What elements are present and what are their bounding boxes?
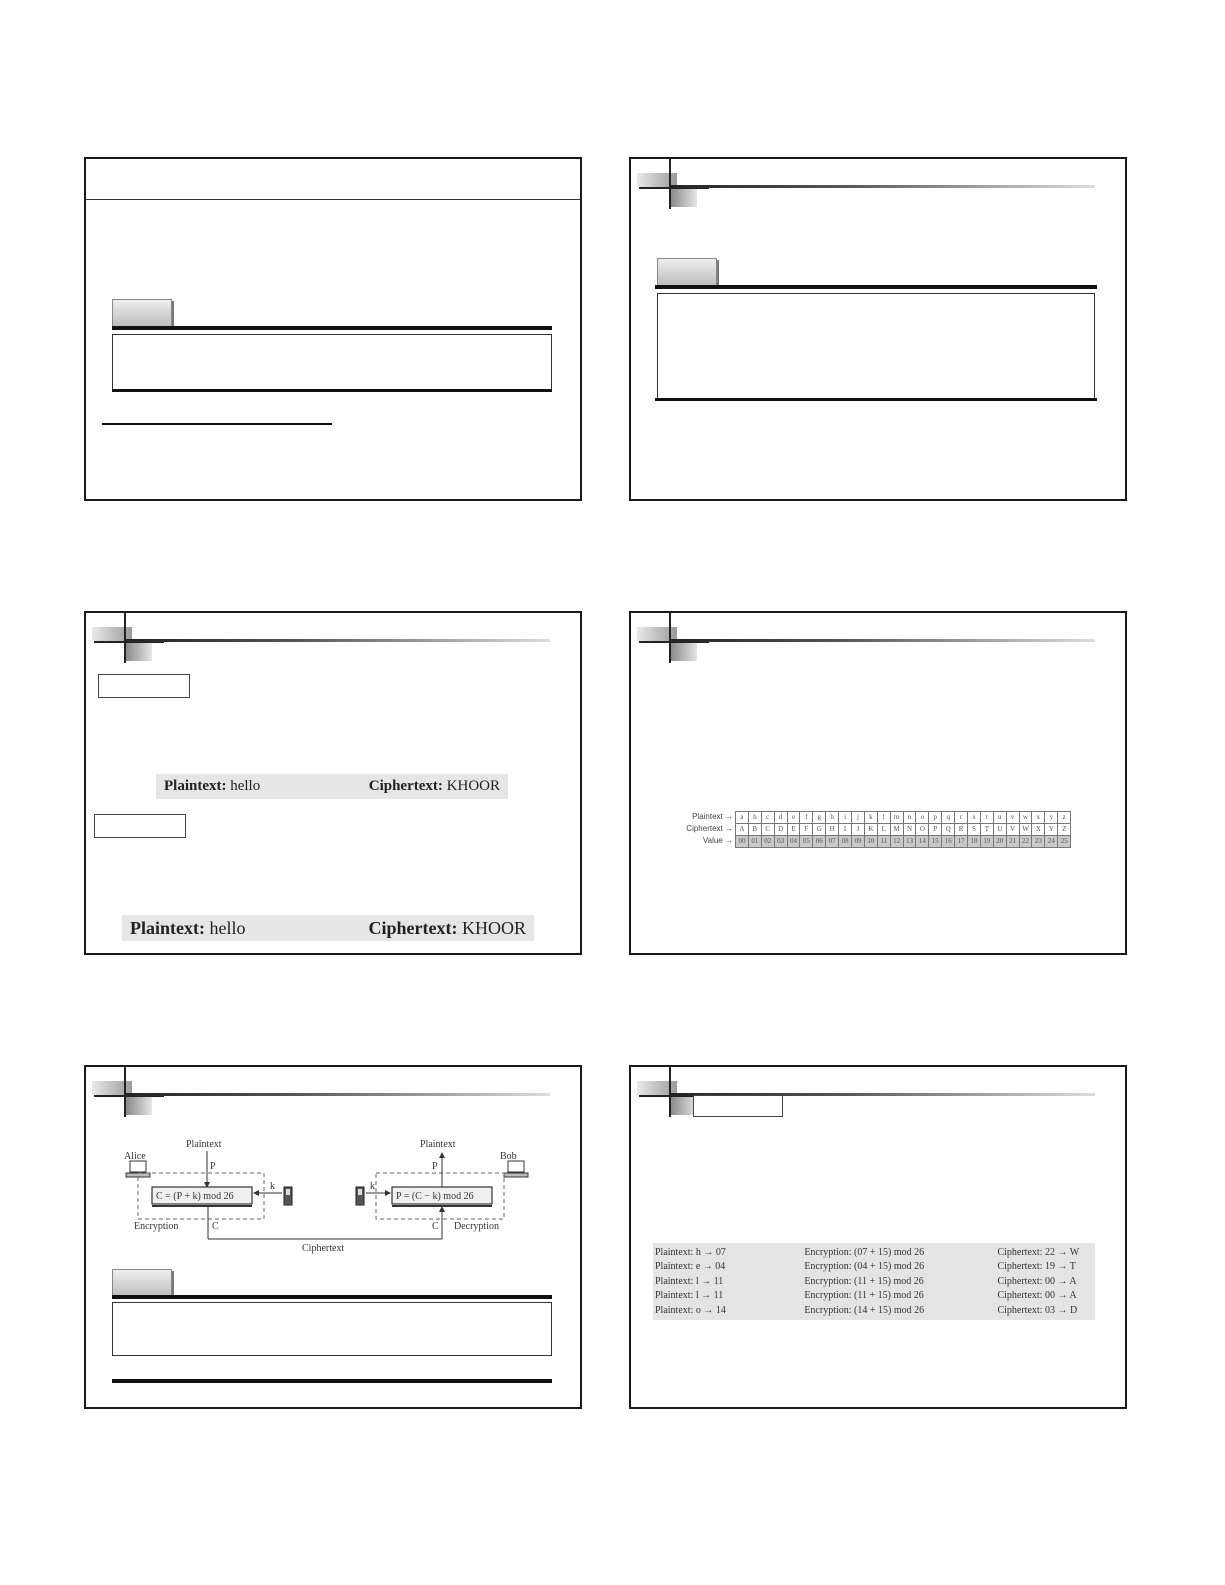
- table-cell: N: [904, 824, 917, 836]
- table-row: [653, 1274, 1095, 1289]
- plaintext-value: hello: [209, 917, 246, 938]
- table-cell: 21: [1007, 836, 1020, 848]
- table-cell: k: [865, 812, 878, 824]
- table-cell: P: [929, 824, 942, 836]
- plaintext-value: hello: [230, 778, 261, 794]
- example-label-box-2: [94, 814, 186, 838]
- table-cell: 12: [891, 836, 904, 848]
- note-tab: [112, 299, 172, 327]
- ciphertext-cell: Ciphertext: 00 → A: [997, 1275, 1077, 1287]
- ciphertext-label: Ciphertext:: [368, 917, 458, 938]
- table-cell: q: [942, 812, 955, 824]
- shift-cipher-table: [651, 811, 1071, 847]
- value-cells: [735, 835, 1071, 848]
- table-cell: l: [878, 812, 891, 824]
- alice-computer-icon: [126, 1161, 150, 1177]
- decryption-label: Decryption: [454, 1221, 499, 1232]
- note-top-rule: [655, 285, 1097, 289]
- table-cell: 08: [839, 836, 852, 848]
- table-cell: c: [762, 812, 775, 824]
- table-cell: S: [968, 824, 981, 836]
- underline-rule: [102, 423, 332, 425]
- slide-3: [84, 611, 582, 955]
- table-cell: H: [826, 824, 839, 836]
- p-right-label: P: [432, 1161, 438, 1172]
- c-left-label: C: [212, 1221, 219, 1232]
- title-rule: [669, 639, 1095, 642]
- note-top-rule: [112, 326, 552, 330]
- table-cell: e: [788, 812, 801, 824]
- table-cell: 07: [826, 836, 839, 848]
- table-cell: d: [775, 812, 788, 824]
- table-cell: E: [788, 824, 801, 836]
- table-cell: 18: [968, 836, 981, 848]
- table-cell: g: [813, 812, 826, 824]
- table-cell: M: [891, 824, 904, 836]
- slide-4: [629, 611, 1127, 955]
- bob-label: Bob: [500, 1151, 517, 1162]
- k-left-label: k: [270, 1181, 275, 1192]
- table-cell: 10: [865, 836, 878, 848]
- example-label-box-1: [98, 674, 190, 698]
- table-cell: C: [762, 824, 775, 836]
- table-row-plaintext: Plaintext → a b c d e f g h i j k l m n o p q r s t u v w x y z: [651, 811, 1071, 823]
- table-cell: m: [891, 812, 904, 824]
- table-cell: a: [736, 812, 749, 824]
- table-cell: 00: [736, 836, 749, 848]
- table-cell: 03: [775, 836, 788, 848]
- bob-computer-icon: [504, 1161, 528, 1177]
- note-top-rule: [112, 1295, 552, 1299]
- note-tab: [112, 1269, 172, 1297]
- encryption-steps-table: [653, 1243, 1095, 1320]
- table-cell: 19: [981, 836, 994, 848]
- key-icon-right: [356, 1187, 364, 1205]
- table-cell: T: [981, 824, 994, 836]
- table-cell: R: [955, 824, 968, 836]
- table-cell: p: [929, 812, 942, 824]
- table-cell: K: [865, 824, 878, 836]
- p-left-label: P: [210, 1161, 216, 1172]
- table-cell: 20: [994, 836, 1007, 848]
- table-cell: F: [800, 824, 813, 836]
- title-rule: [669, 185, 1095, 188]
- plaintext-cell: Plaintext: h → 07: [655, 1246, 726, 1258]
- note-tab: [657, 258, 717, 286]
- table-cell: 02: [762, 836, 775, 848]
- table-cell: w: [1020, 812, 1033, 824]
- decryption-formula: P = (C − k) mod 26: [396, 1191, 474, 1202]
- row-label-ciphertext: Ciphertext: [686, 824, 723, 833]
- table-cell: X: [1032, 824, 1045, 836]
- table-cell: b: [749, 812, 762, 824]
- ciphertext-value: KHOOR: [446, 778, 500, 794]
- key-icon-left: [284, 1187, 292, 1205]
- note-box: [112, 334, 552, 390]
- table-cell: U: [994, 824, 1007, 836]
- encryption-cell: Encryption: (11 + 15) mod 26: [804, 1275, 924, 1287]
- table-cell: j: [852, 812, 865, 824]
- table-row: [653, 1289, 1095, 1304]
- table-cell: 23: [1032, 836, 1045, 848]
- ciphertext-cell: Ciphertext: 03 → D: [997, 1304, 1078, 1316]
- table-cell: W: [1020, 824, 1033, 836]
- ciphertext-label: Ciphertext:: [368, 778, 443, 794]
- note-bottom-rule: [112, 1379, 552, 1383]
- encryption-cell: Encryption: (07 + 15) mod 26: [804, 1246, 925, 1258]
- table-cell: v: [1007, 812, 1020, 824]
- ciphertext-value: KHOOR: [461, 917, 526, 938]
- table-cell: O: [916, 824, 929, 836]
- table-cell: i: [839, 812, 852, 824]
- table-cell: 16: [942, 836, 955, 848]
- plaintext-label: Plaintext:: [130, 917, 205, 938]
- plaintext-cell: Plaintext: l → 11: [655, 1275, 724, 1287]
- title-divider: [86, 199, 580, 200]
- table-cell: 24: [1045, 836, 1058, 848]
- slide-6: [629, 1065, 1127, 1409]
- table-cell: 22: [1020, 836, 1033, 848]
- table-cell: s: [968, 812, 981, 824]
- table-cell: Z: [1058, 824, 1071, 836]
- slide-5: [84, 1065, 582, 1409]
- example-1-bar: [156, 774, 508, 799]
- plaintext-cell: Plaintext: l → 11: [655, 1290, 724, 1302]
- corner-decoration: [631, 613, 751, 673]
- table-cell: V: [1007, 824, 1020, 836]
- alice-label: Alice: [124, 1151, 146, 1162]
- table-cell: 25: [1058, 836, 1071, 848]
- table-row: [653, 1245, 1095, 1260]
- table-cell: 15: [929, 836, 942, 848]
- table-cell: y: [1045, 812, 1058, 824]
- table-cell: A: [736, 824, 749, 836]
- ciphertext-label: Ciphertext: [302, 1243, 345, 1254]
- table-cell: f: [800, 812, 813, 824]
- table-cell: 01: [749, 836, 762, 848]
- plaintext-output-label: Plaintext: [420, 1139, 456, 1150]
- table-cell: 17: [955, 836, 968, 848]
- table-cell: n: [904, 812, 917, 824]
- example-label-box: [693, 1095, 783, 1117]
- slide-1: [84, 157, 582, 501]
- note-bottom-rule: [655, 398, 1097, 401]
- table-cell: x: [1032, 812, 1045, 824]
- note-bottom-rule: [112, 389, 552, 392]
- table-cell: h: [826, 812, 839, 824]
- table-cell: Y: [1045, 824, 1058, 836]
- table-cell: D: [775, 824, 788, 836]
- table-row: [653, 1303, 1095, 1318]
- table-cell: G: [813, 824, 826, 836]
- plaintext-cell: Plaintext: e → 04: [655, 1261, 726, 1273]
- table-cell: L: [878, 824, 891, 836]
- encryption-cell: Encryption: (04 + 15) mod 26: [804, 1261, 925, 1273]
- corner-decoration: [86, 613, 206, 673]
- shift-cipher-diagram: [86, 1067, 582, 1267]
- example-2-bar: [122, 915, 534, 941]
- table-cell: J: [852, 824, 865, 836]
- table-cell: t: [981, 812, 994, 824]
- encryption-cell: Encryption: (11 + 15) mod 26: [804, 1290, 924, 1302]
- table-cell: 11: [878, 836, 891, 848]
- table-cell: 09: [852, 836, 865, 848]
- table-cell: r: [955, 812, 968, 824]
- plaintext-cell: Plaintext: o → 14: [655, 1304, 726, 1316]
- table-cell: 05: [800, 836, 813, 848]
- plaintext-label: Plaintext:: [164, 778, 227, 794]
- corner-decoration: [631, 159, 751, 219]
- table-cell: 14: [916, 836, 929, 848]
- k-right-label: k: [370, 1181, 375, 1192]
- encryption-cell: Encryption: (14 + 15) mod 26: [804, 1304, 925, 1316]
- ciphertext-cell: Ciphertext: 22 → W: [997, 1246, 1080, 1258]
- note-box: [657, 293, 1095, 399]
- table-row-ciphertext: Ciphertext → A B C D E F G H I J K L M N O P Q R S T U V W X Y Z: [651, 823, 1071, 835]
- table-cell: B: [749, 824, 762, 836]
- table-row-value: Value → 00 01 02 03 04 05 06 07 08 09 10 11 12 13 14 15 16 17 18 19 20 21 22 23 24 25: [651, 835, 1071, 847]
- title-rule: [124, 639, 550, 642]
- encryption-label: Encryption: [134, 1221, 179, 1232]
- table-cell: o: [916, 812, 929, 824]
- table-cell: 13: [904, 836, 917, 848]
- table-cell: u: [994, 812, 1007, 824]
- c-right-label: C: [432, 1221, 439, 1232]
- encryption-formula: C = (P + k) mod 26: [156, 1191, 234, 1202]
- row-label-value: Value: [702, 836, 723, 845]
- ciphertext-cell: Ciphertext: 00 → A: [997, 1290, 1077, 1302]
- row-label-plaintext: Plaintext: [692, 812, 723, 821]
- plaintext-input-label: Plaintext: [186, 1139, 222, 1150]
- note-box: [112, 1302, 552, 1356]
- table-row: [653, 1260, 1095, 1275]
- slide-2: [629, 157, 1127, 501]
- table-cell: 04: [788, 836, 801, 848]
- table-cell: 06: [813, 836, 826, 848]
- ciphertext-cell: Ciphertext: 19 → T: [997, 1261, 1076, 1273]
- table-cell: z: [1058, 812, 1071, 824]
- table-cell: Q: [942, 824, 955, 836]
- table-cell: I: [839, 824, 852, 836]
